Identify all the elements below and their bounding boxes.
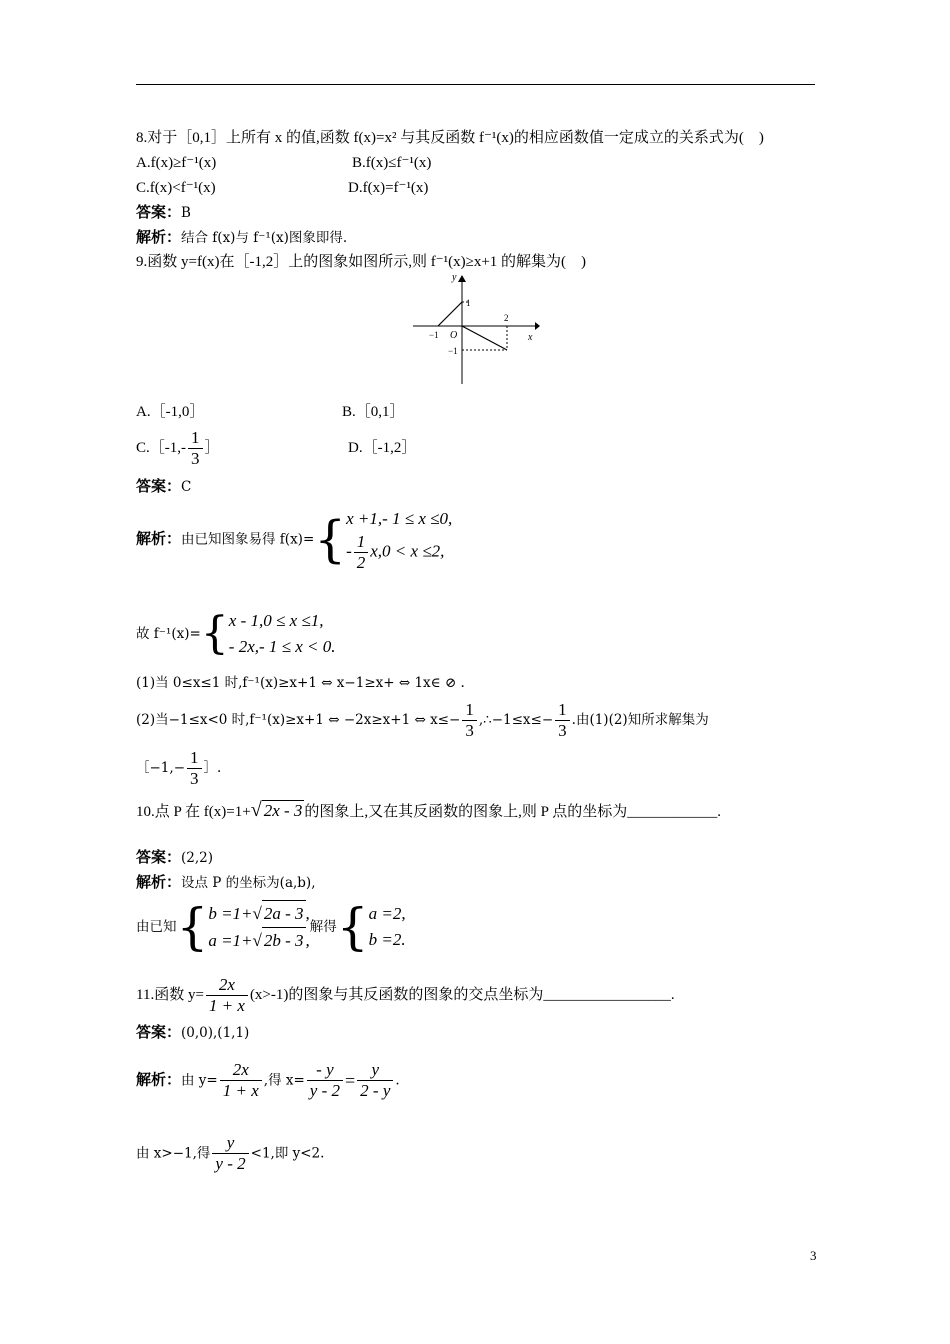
- q8-stem: 8.对于［0,1］上所有 x 的值,函数 f(x)=x² 与其反函数 f⁻¹(x)的相应函数值一定成立的关系式为( ): [136, 130, 764, 146]
- answer-value: C: [181, 479, 192, 495]
- q9-option-a: A.［-1,0］: [136, 404, 205, 420]
- q11-analysis: 解析：由 y= $\frac{2x}{1 + x}$ ,得 x= $\frac{- y}{y - 2}$ = $\frac{y}{2 - y}$ .: [136, 1060, 400, 1100]
- sqrt-expression: 2x - 3: [263, 801, 303, 820]
- graph-1-y: 1: [466, 298, 471, 308]
- q9-answer: [136, 477, 191, 497]
- left-brace: {: [314, 510, 347, 569]
- inverse-cases: x - 1,0 ≤ x ≤1, - 2x,- 1 ≤ x < 0.: [228, 611, 336, 656]
- analysis-text: 结合 f(x)与 f⁻¹(x)图象即得.: [181, 230, 348, 246]
- left-brace: {: [200, 608, 229, 659]
- q9-final-set: ［−1,− $\frac{1}{3}$ ］.: [136, 748, 222, 788]
- q10-system: 由已知{ b =1+√ 2a - 3 , a =1+√ 2b - 3 , 解得{ a =2, b =2.: [136, 898, 406, 956]
- graph-y-label: y: [452, 272, 457, 283]
- q9-step2: (2)当−1≤x<0 时,f⁻¹(x)≥x+1 ⇔ −2x≥x+1 ⇔ x≤− $\frac{1}{3}$ ,∴−1≤x≤− $\frac{1}{3}$ .由(1)(2)知所求解集为: [136, 700, 709, 740]
- q9-analysis-piecewise: 解析：由已知图象易得 f(x)={ x +1,- 1 ≤ x ≤0, - $\frac{1}{2}$ x,0 < x ≤2,: [136, 506, 452, 573]
- equation-system: b =1+√ 2a - 3 , a =1+√ 2b - 3 ,: [208, 900, 309, 954]
- q8-option-d: D.f(x)=f⁻¹(x): [348, 180, 429, 196]
- q11-stem: 11.函数 y= $\frac{2x}{1 + x}$ (x>-1)的图象与其反函数的图象的交点坐标为_________________.: [136, 975, 675, 1015]
- answer-value: (2,2): [181, 850, 214, 866]
- q11-final: 由 x>−1,得 $\frac{y}{y - 2}$ <1,即 y<2.: [136, 1133, 325, 1173]
- answer-label: 答案：: [136, 479, 182, 495]
- graph-neg1-y: −1: [448, 346, 458, 356]
- piecewise-cases: x +1,- 1 ≤ x ≤0, - $\frac{1}{2}$ x,0 < x ≤2,: [346, 509, 453, 572]
- q9-option-c: C.［-1,- $\frac{1}{3}$ ］: [136, 428, 220, 468]
- header-rule: [136, 84, 815, 85]
- q9-function-graph: [410, 272, 540, 387]
- answer-label: 答案：: [136, 850, 182, 866]
- analysis-label: 解析：: [136, 531, 182, 548]
- q10-analysis: 解析：设点 P 的坐标为(a,b),: [136, 875, 316, 891]
- graph-2-x: 2: [504, 313, 509, 323]
- answer-value: B: [181, 205, 191, 221]
- q8-option-b: B.f(x)≤f⁻¹(x): [352, 155, 432, 171]
- graph-x-label: x: [528, 332, 533, 343]
- graph-neg1-x: −1: [429, 330, 439, 340]
- q8-option-c: C.f(x)<f⁻¹(x): [136, 180, 216, 196]
- graph-origin-label: O: [450, 330, 458, 341]
- analysis-label: 解析：: [136, 875, 182, 891]
- q9-step1: (1)当 0≤x≤1 时,f⁻¹(x)≥x+1 ⇔ x−1≥x+ ⇔ 1x∈ ⊘ .: [136, 675, 465, 691]
- q9-stem: 9.函数 y=f(x)在［-1,2］上的图象如图所示,则 f⁻¹(x)≥x+1 的解集为( ): [136, 254, 587, 270]
- analysis-label: 解析：: [136, 1072, 182, 1089]
- left-brace: {: [336, 898, 369, 956]
- answer-label: 答案：: [136, 1025, 182, 1041]
- analysis-label: 解析：: [136, 230, 182, 246]
- page-number: 3: [810, 1248, 817, 1263]
- left-brace: {: [176, 898, 209, 956]
- q8-option-a: A.f(x)≥f⁻¹(x): [136, 155, 217, 171]
- q10-answer: [136, 848, 213, 868]
- answer-label: 答案：: [136, 205, 182, 221]
- q11-answer: [136, 1023, 249, 1043]
- q8-answer: [136, 203, 191, 223]
- q9-inverse-piecewise: 故 f⁻¹(x)={ x - 1,0 ≤ x ≤1, - 2x,- 1 ≤ x < 0.: [136, 608, 336, 659]
- q9-option-d: D.［-1,2］: [348, 440, 417, 456]
- fraction: $\frac{1}{3}$: [188, 428, 203, 469]
- solution-system: a =2, b =2.: [368, 904, 406, 949]
- q10-stem: 10.点 P 在 f(x)=1+√ 2x - 3 的图象上,又在其反函数的图象上,则 P 点的坐标为____________.: [136, 799, 721, 821]
- q8-analysis: [136, 228, 347, 248]
- q9-option-b: B.［0,1］: [342, 404, 405, 420]
- answer-value: (0,0),(1,1): [181, 1025, 250, 1041]
